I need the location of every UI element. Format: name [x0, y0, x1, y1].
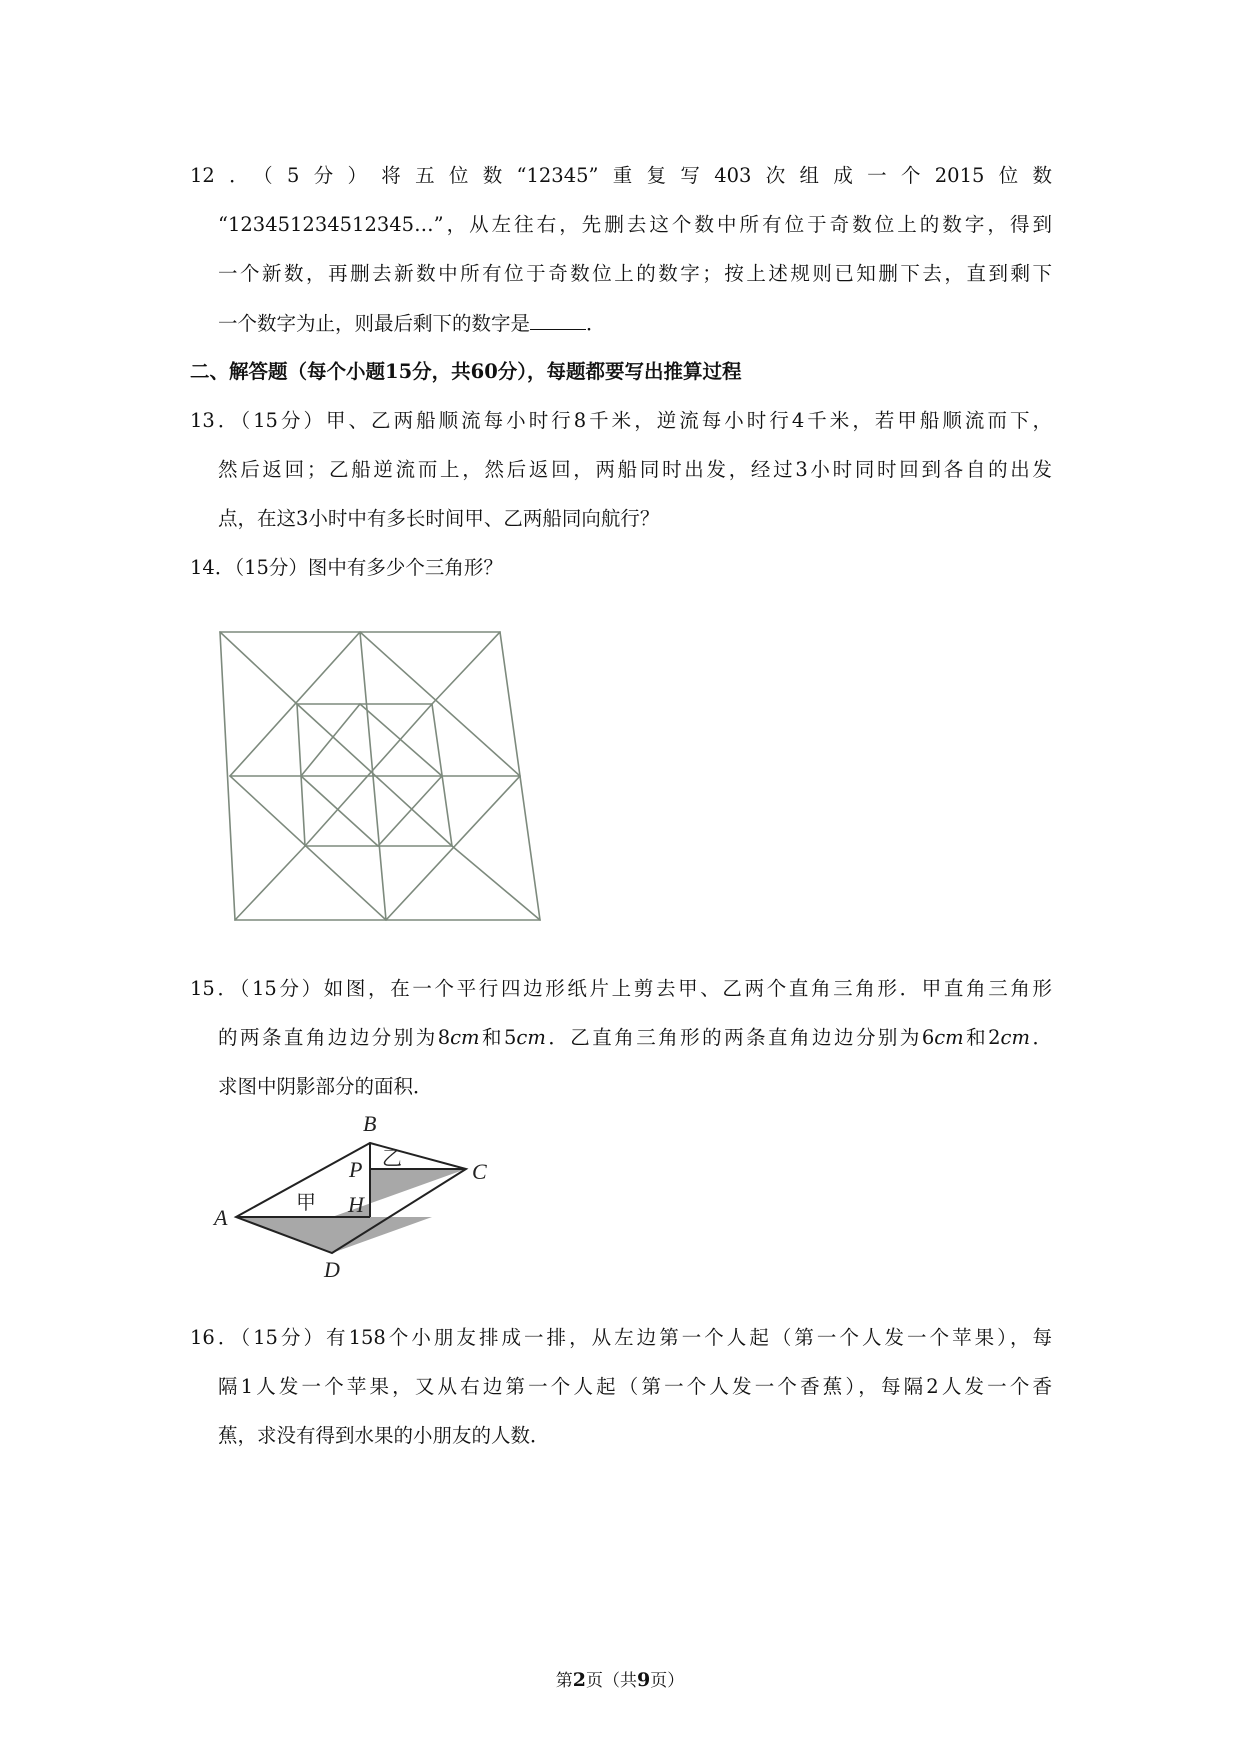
footer-post: 页）	[650, 1671, 685, 1691]
label-c: C	[472, 1159, 487, 1184]
page-footer	[0, 1666, 1240, 1691]
unit-cm-2: cm	[516, 1026, 546, 1049]
unit-cm-4: cm	[1000, 1026, 1030, 1049]
answer-blank[interactable]	[530, 309, 586, 330]
q15-line-2-d: 和2	[963, 1026, 1001, 1049]
diag-bottom-left	[235, 846, 305, 920]
footer-pre: 第	[555, 1671, 573, 1691]
label-jia: 甲	[296, 1190, 316, 1214]
diag-center-1	[297, 704, 452, 846]
label-yi: 乙	[382, 1146, 402, 1170]
q15-line-2-a: 的两条直角边边分别为8	[218, 1026, 451, 1049]
diag-top-right	[432, 632, 500, 704]
diag-top-left	[220, 632, 297, 704]
q12-line-4-text: 一个数字为止，则最后剩下的数字是	[218, 312, 531, 335]
diag-bottom-right	[452, 846, 540, 920]
q14-triangle-grid-figure	[210, 622, 550, 934]
q13-line-1: 13．（15分）甲、乙两船顺流每小时行8千米，逆流每小时行4千米，若甲船顺流而下，	[190, 409, 1052, 432]
inner-diamond	[301, 704, 442, 846]
unit-cm-1: cm	[450, 1026, 480, 1049]
grid-lines	[220, 632, 540, 920]
label-h: H	[348, 1192, 364, 1217]
q12-line-4	[218, 309, 606, 338]
q15-parallelogram-figure	[210, 1105, 510, 1285]
q12-line-1: 12．（5分）将五位数“12345”重复写403次组成一个2015位数	[190, 164, 1052, 187]
q15-line-1: 15．（15分）如图，在一个平行四边形纸片上剪去甲、乙两个直角三角形．甲直角三角形	[190, 977, 1052, 1000]
unit-cm-3: cm	[934, 1026, 964, 1049]
footer-total-pages: 9	[637, 1669, 651, 1691]
footer-mid: 页（共	[586, 1671, 637, 1691]
q12-line-4-end: ．	[586, 312, 606, 335]
q16-line-2: 隔1人发一个苹果，又从右边第一个人起（第一个人发一个香蕉），每隔2人发一个香	[218, 1375, 1052, 1398]
q16-line-3: 蕉，求没有得到水果的小朋友的人数．	[218, 1424, 550, 1447]
q13-line-2: 然后返回；乙船逆流而上，然后返回，两船同时出发，经过3小时同时回到各自的出发	[218, 458, 1052, 481]
q14-line-1: 14．（15分）图中有多少个三角形？	[190, 556, 503, 579]
q15-line-2	[218, 1024, 1052, 1052]
q13-line-3: 点，在这3小时中有多长时间甲、乙两船同向航行？	[218, 507, 660, 530]
label-a: A	[214, 1205, 228, 1230]
label-p: P	[349, 1157, 363, 1182]
q16-line-1: 16．（15分）有158个小朋友排成一排，从左边第一个人起（第一个人发一个苹果），每	[190, 1326, 1052, 1349]
q15-line-2-c: ．乙直角三角形的两条直角边边分别为6	[545, 1026, 935, 1049]
q15-line-2-b: 和5	[479, 1026, 517, 1049]
q15-line-2-e: ．	[1029, 1026, 1052, 1049]
section-2-heading: 二、解答题（每个小题15分，共60分），每题都要写出推算过程	[190, 360, 742, 383]
q12-line-3: 一个新数，再删去新数中所有位于奇数位上的数字；按上述规则已知删下去，直到剩下	[218, 262, 1052, 285]
label-b: B	[363, 1111, 377, 1136]
footer-page-number: 2	[572, 1669, 586, 1691]
label-d: D	[324, 1257, 340, 1282]
shaded-lower-region	[236, 1217, 432, 1253]
q12-line-2: “123451234512345…”，从左往右，先删去这个数中所有位于奇数位上的数字，得到	[218, 213, 1052, 236]
q15-line-3: 求图中阴影部分的面积．	[218, 1075, 433, 1098]
